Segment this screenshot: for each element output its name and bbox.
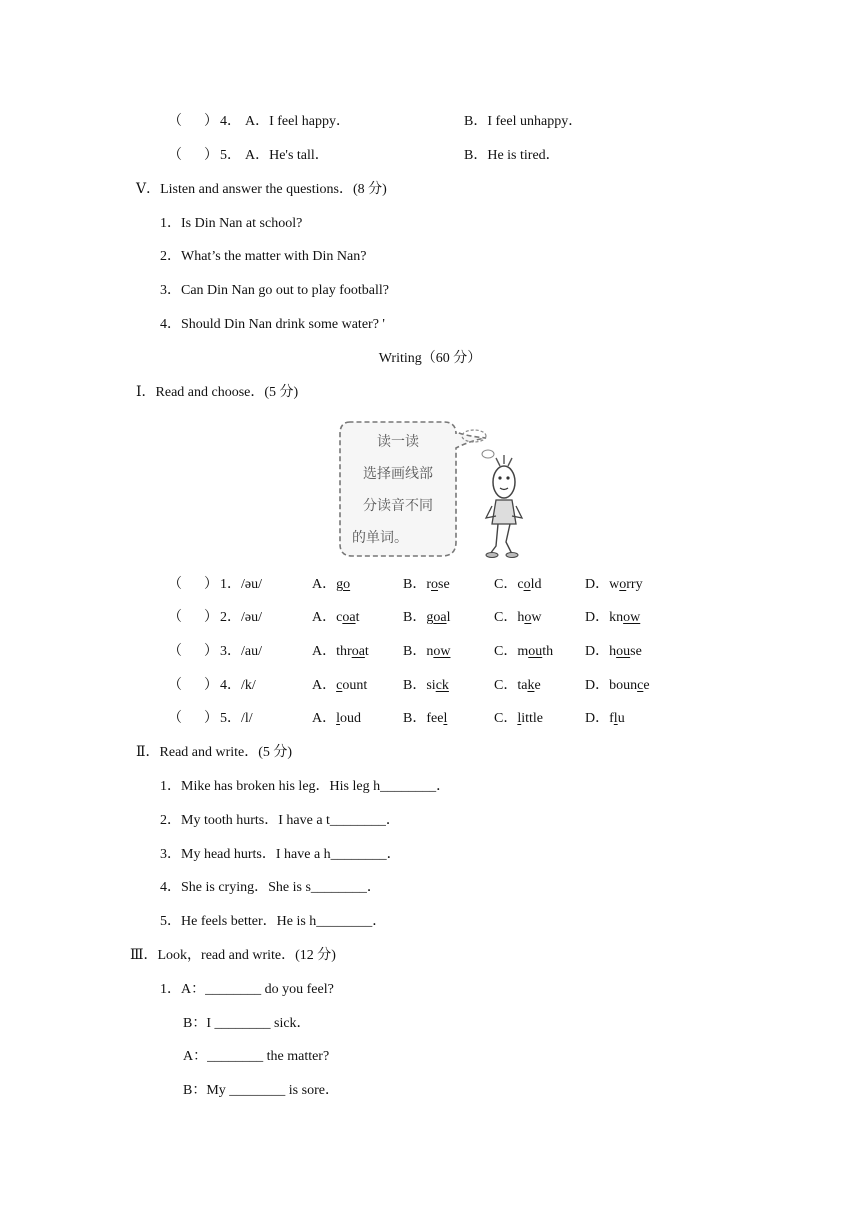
word-suffix: e bbox=[643, 678, 650, 693]
underlined-letters: ow bbox=[623, 610, 641, 625]
word-prefix: thr bbox=[336, 644, 352, 659]
word-prefix: f bbox=[609, 711, 614, 726]
word-suffix: oud bbox=[340, 711, 362, 726]
underlined-letters: oa bbox=[433, 610, 447, 625]
write-item-1: 1．Mike has broken his leg．His leg h________． bbox=[160, 779, 451, 794]
dialogue-line-2: B：I ________ sick． bbox=[183, 1016, 311, 1031]
underlined-letters: oa bbox=[351, 644, 365, 659]
word-prefix: h bbox=[517, 610, 525, 625]
underlined-letters: l bbox=[443, 711, 448, 726]
question-2: 2．What’s the matter with Din Nan? bbox=[160, 249, 367, 264]
write-item-2: 2．My tooth hurts．I have a t________． bbox=[160, 813, 400, 828]
answer-paren-close: ） bbox=[204, 114, 218, 129]
choice-option bbox=[403, 677, 449, 695]
phoneme-number: 4．/k/ bbox=[220, 678, 256, 693]
answer-paren-close: ） bbox=[204, 610, 218, 625]
underlined-letters: l bbox=[517, 711, 522, 726]
choice-option bbox=[494, 643, 553, 661]
word-suffix: rry bbox=[626, 577, 643, 592]
option-b: B．I feel unhappy． bbox=[464, 114, 583, 129]
word-suffix: t bbox=[355, 610, 360, 625]
write-item-5: 5．He feels better．He is h________． bbox=[160, 914, 387, 929]
option-letter: C． bbox=[494, 577, 518, 592]
answer-paren-close: ） bbox=[204, 711, 218, 726]
option-a: A．I feel happy． bbox=[245, 114, 350, 129]
word-suffix: se bbox=[438, 577, 450, 592]
choice-option bbox=[585, 576, 643, 594]
word-prefix: n bbox=[426, 644, 434, 659]
cartoon-boy-icon bbox=[336, 414, 526, 564]
answer-paren-open: （ bbox=[168, 577, 182, 592]
choice-option bbox=[494, 609, 541, 627]
option-letter: C． bbox=[494, 711, 518, 726]
option-letter: D． bbox=[585, 577, 610, 592]
choice-option bbox=[585, 643, 642, 661]
word-prefix: si bbox=[426, 678, 436, 693]
word-prefix: fee bbox=[426, 711, 444, 726]
underlined-letters: c bbox=[637, 678, 644, 693]
option-letter: C． bbox=[494, 610, 518, 625]
choice-option bbox=[403, 643, 450, 661]
word-suffix: e bbox=[534, 678, 541, 693]
writing-title: Writing（60 分） bbox=[378, 351, 482, 366]
choice-option bbox=[585, 677, 650, 695]
bubble-line-1: 读一读 bbox=[377, 434, 419, 450]
word-suffix: ld bbox=[530, 577, 542, 592]
answer-paren-open: （ bbox=[168, 148, 182, 163]
underlined-letters: o bbox=[431, 577, 439, 592]
speech-bubble-illustration bbox=[336, 414, 526, 564]
question-4: 4．Should Din Nan drink some water? ' bbox=[160, 317, 385, 332]
word-prefix: g bbox=[426, 610, 434, 625]
answer-paren-close: ） bbox=[204, 577, 218, 592]
option-letter: D． bbox=[585, 644, 610, 659]
word-suffix: t bbox=[364, 644, 369, 659]
item-number: 4． bbox=[220, 114, 241, 129]
word-suffix: ount bbox=[342, 678, 368, 693]
word-suffix: u bbox=[617, 711, 625, 726]
option-letter: C． bbox=[494, 678, 518, 693]
word-prefix: r bbox=[426, 577, 432, 592]
question-3: 3．Can Din Nan go out to play football? bbox=[160, 283, 390, 298]
choice-option bbox=[312, 710, 361, 728]
option-letter: B． bbox=[403, 644, 427, 659]
underlined-letters: o bbox=[523, 577, 531, 592]
answer-paren-open: （ bbox=[168, 644, 182, 659]
choice-option bbox=[585, 710, 625, 728]
option-letter: B． bbox=[403, 678, 427, 693]
answer-paren-close: ） bbox=[204, 678, 218, 693]
bubble-line-3: 分读音不同 bbox=[363, 498, 433, 514]
underlined-letters: ow bbox=[433, 644, 451, 659]
underlined-letters: o bbox=[524, 610, 532, 625]
phoneme-number: 5．/l/ bbox=[220, 711, 253, 726]
bubble-line-4: 的单词。 bbox=[352, 530, 408, 546]
choice-option bbox=[312, 643, 369, 661]
section-2-heading: Ⅱ．Read and write．(5 分) bbox=[136, 745, 293, 760]
word-prefix: c bbox=[517, 577, 524, 592]
option-letter: D． bbox=[585, 610, 610, 625]
word-suffix: w bbox=[531, 610, 542, 625]
option-letter: B． bbox=[403, 711, 427, 726]
choice-option bbox=[403, 576, 450, 594]
choice-option bbox=[403, 710, 447, 728]
word-prefix: m bbox=[517, 644, 529, 659]
underlined-letters: c bbox=[336, 678, 343, 693]
underlined-letters: go bbox=[336, 577, 351, 592]
word-prefix: kn bbox=[609, 610, 624, 625]
word-suffix: th bbox=[542, 644, 554, 659]
word-suffix: ittle bbox=[521, 711, 544, 726]
option-letter: B． bbox=[403, 610, 427, 625]
word-suffix: l bbox=[446, 610, 451, 625]
word-prefix: boun bbox=[609, 678, 638, 693]
option-letter: D． bbox=[585, 711, 610, 726]
write-item-4: 4．She is crying．She is s________． bbox=[160, 880, 381, 895]
answer-paren-open: （ bbox=[168, 114, 182, 129]
answer-paren-open: （ bbox=[168, 678, 182, 693]
item-number: 5． bbox=[220, 148, 241, 163]
underlined-letters: ou bbox=[528, 644, 543, 659]
choice-option bbox=[494, 710, 543, 728]
underlined-letters: oa bbox=[342, 610, 356, 625]
underlined-letters: l bbox=[613, 711, 618, 726]
answer-paren-open: （ bbox=[168, 711, 182, 726]
answer-paren-close: ） bbox=[204, 148, 218, 163]
underlined-letters: l bbox=[336, 711, 341, 726]
bubble-line-2: 选择画线部 bbox=[363, 466, 433, 482]
option-letter: C． bbox=[494, 644, 518, 659]
choice-option bbox=[403, 609, 450, 627]
dialogue-line-3: A：________ the matter? bbox=[183, 1049, 330, 1064]
section-5-heading: Ⅴ．Listen and answer the questions．(8 分) bbox=[136, 182, 387, 197]
write-item-3: 3．My head hurts．I have a h________． bbox=[160, 847, 401, 862]
option-letter: A． bbox=[312, 610, 337, 625]
question-1: 1．Is Din Nan at school? bbox=[160, 216, 303, 231]
answer-paren-open: （ bbox=[168, 610, 182, 625]
option-letter: B． bbox=[403, 577, 427, 592]
answer-paren-close: ） bbox=[204, 644, 218, 659]
choice-option bbox=[494, 576, 541, 594]
underlined-letters: o bbox=[619, 577, 627, 592]
underlined-letters: ck bbox=[435, 678, 449, 693]
choice-option bbox=[585, 609, 640, 627]
option-letter: A． bbox=[312, 678, 337, 693]
choice-option bbox=[312, 609, 359, 627]
option-a: A．He's tall． bbox=[245, 148, 329, 163]
choice-option bbox=[312, 677, 367, 695]
section-1-heading: Ⅰ．Read and choose．(5 分) bbox=[136, 385, 299, 400]
option-b: B．He is tired． bbox=[464, 148, 560, 163]
word-prefix: ta bbox=[517, 678, 528, 693]
word-prefix: c bbox=[336, 610, 343, 625]
phoneme-number: 3．/au/ bbox=[220, 644, 262, 659]
section-3-heading: Ⅲ．Look，read and write．(12 分) bbox=[130, 948, 336, 963]
dialogue-line-4: B：My ________ is sore． bbox=[183, 1083, 339, 1098]
word-prefix: w bbox=[609, 577, 620, 592]
dialogue-line-1: 1．A：________ do you feel? bbox=[160, 982, 334, 997]
option-letter: A． bbox=[312, 644, 337, 659]
option-letter: D． bbox=[585, 678, 610, 693]
underlined-letters: k bbox=[527, 678, 535, 693]
option-letter: A． bbox=[312, 711, 337, 726]
option-letter: A． bbox=[312, 577, 337, 592]
phoneme-number: 2．/əu/ bbox=[220, 610, 262, 625]
underlined-letters: ou bbox=[616, 644, 631, 659]
word-suffix: se bbox=[630, 644, 642, 659]
word-prefix: h bbox=[609, 644, 617, 659]
phoneme-number: 1．/əu/ bbox=[220, 577, 262, 592]
choice-option bbox=[312, 576, 350, 594]
choice-option bbox=[494, 677, 541, 695]
